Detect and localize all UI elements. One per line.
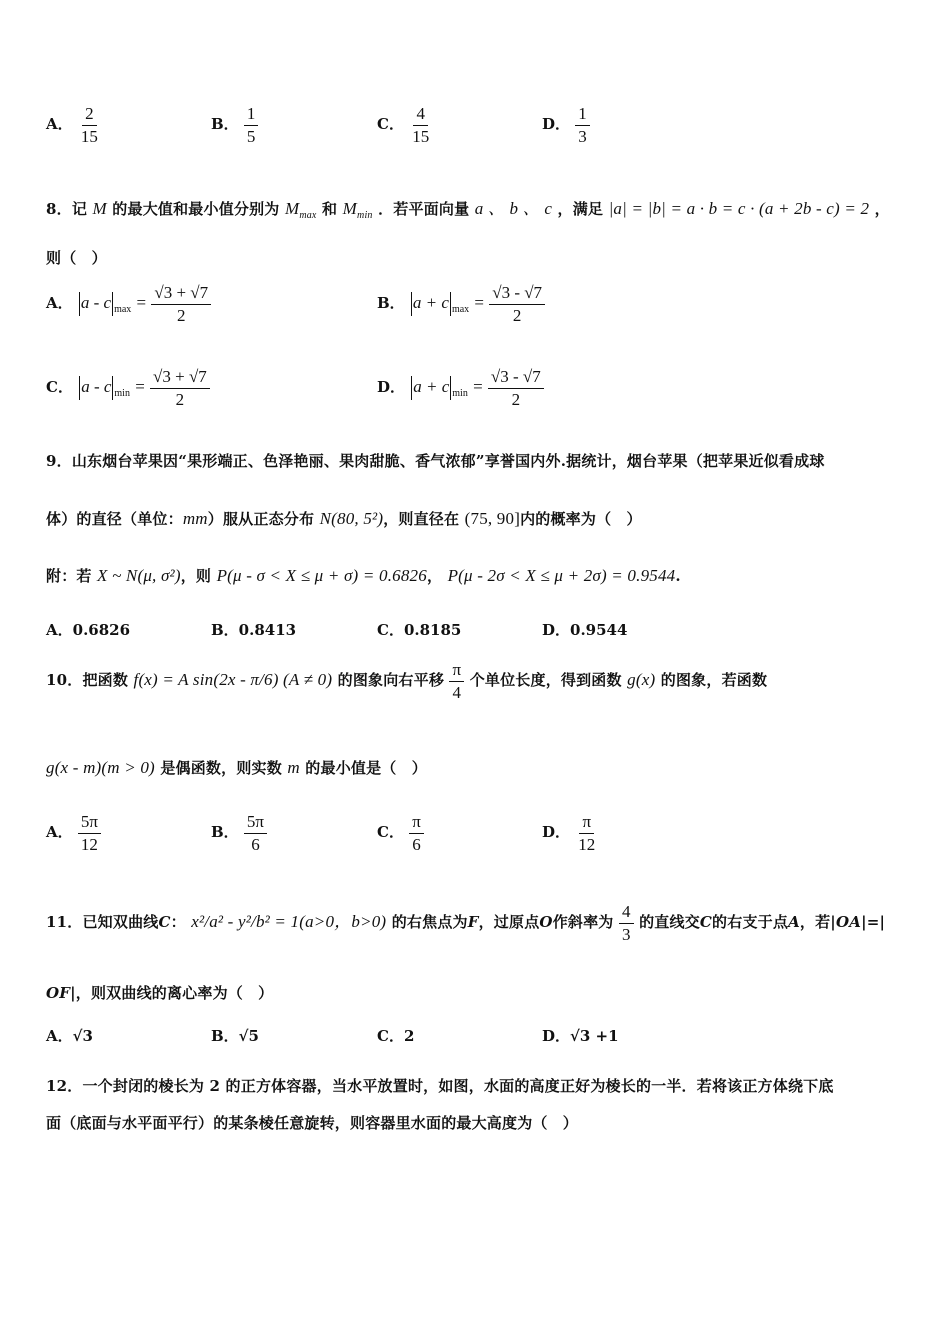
vector-expr: a + c	[413, 377, 450, 397]
fraction: $\frac{4}{3}$	[619, 902, 634, 944]
fraction: $\frac{5\pi}{6}$	[244, 812, 267, 854]
q9-option-d[interactable]: D．0.9544	[542, 621, 628, 639]
math-M: M	[92, 199, 107, 218]
fraction: $\frac{\pi}{6}$	[409, 812, 424, 854]
q9-stem-line3: 附：若 X ~ N(μ, σ²)，则 P(μ - σ < X ≤ μ + σ) = 0.6826， P(μ - 2σ < X ≤ μ + 2σ) = 0.9544.	[46, 566, 681, 585]
math-function-g-shift: g(x - m)(m > 0)	[46, 758, 155, 777]
math-unit: mm	[182, 509, 208, 528]
q8-stem-line2: 则（ ）	[46, 249, 107, 267]
vector-expr: a + c	[412, 293, 449, 313]
fraction: $\frac{\pi}{4}$	[449, 660, 464, 702]
math-interval: (75, 90]	[464, 509, 521, 528]
q8-stem: 8．记 M 的最大值和最小值分别为 $M_{max}$ 和 $M_{min}$ ．若平面向量 a 、 b 、 c ，满足 |a| = |b| = a · b = c · (a + 2b - c) = 2 ，	[46, 199, 890, 221]
q10-option-c[interactable]	[377, 812, 424, 854]
q10-option-a[interactable]	[46, 812, 101, 854]
q8-option-c[interactable]: C． a - c $_{min}$ = $\frac{√3 + √7}{2}$	[46, 367, 210, 409]
math-prob2: P(μ - 2σ < X ≤ μ + 2σ) = 0.9544	[447, 566, 676, 585]
q9-option-a[interactable]: A．0.6826	[46, 621, 131, 639]
q11-option-d[interactable]: D．√3 +1	[542, 1027, 619, 1045]
math-function-f: f(x) = A sin(2x - π/6) (A ≠ 0)	[133, 670, 333, 690]
fraction: $\frac{2}{15}$	[80, 104, 98, 146]
math-Mmax: $M_{max}$	[284, 199, 317, 221]
math-prob1: P(μ - σ < X ≤ μ + σ) = 0.6826	[216, 566, 427, 585]
q10-stem-line2: g(x - m)(m > 0) 是偶函数，则实数 m 的最小值是（ ）	[46, 758, 427, 777]
option-label: D．	[542, 823, 571, 842]
q10-stem-line1: 10．把函数 f(x) = A sin(2x - π/6) (A ≠ 0) 的图象向右平移 $\frac{\pi}{4}$ 个单位长度，得到函数 g(x) 的图象，若函数	[46, 660, 768, 702]
q9-stem-line2: 体）的直径（单位：mm）服从正态分布 N(80, 5²)，则直径在 (75, 90]内的概率为（ ）	[46, 509, 642, 528]
fraction: $\frac{4}{15}$	[412, 104, 430, 146]
q11-stem-line2: OF|，则双曲线的离心率为（ ）	[46, 984, 274, 1002]
q8-option-b[interactable]: B． a + c $_{max}$ = $\frac{√3 - √7}{2}$	[377, 283, 545, 325]
q9-option-b[interactable]: B．0.8413	[211, 621, 297, 639]
fraction: $\frac{5\pi}{12}$	[78, 812, 101, 854]
option-label: B．	[377, 294, 405, 313]
q11-stem-line1: 11．已知双曲线C： x²/a² - y²/b² = 1(a>0，b>0) 的右焦点为F，过原点O作斜率为 $\frac{4}{3}$ 的直线交C的右支于点A，若|OA|=|	[46, 902, 886, 944]
fraction: $\frac{√3 + √7}{2}$	[150, 367, 210, 409]
q8-option-d[interactable]: D． a + c $_{min}$ = $\frac{√3 - √7}{2}$	[377, 367, 544, 409]
option-label: D．	[542, 115, 571, 134]
vector-expr: a - c	[80, 293, 112, 313]
math-m: m	[287, 758, 300, 777]
vector-expr: a - c	[81, 377, 112, 397]
q11-option-b[interactable]: B．√5	[211, 1027, 259, 1045]
fraction: $\frac{√3 + √7}{2}$	[151, 283, 211, 325]
option-label: C．	[377, 115, 404, 134]
option-label: B．	[211, 823, 239, 842]
q12-stem-line2: 面（底面与水平面平行）的某条棱任意旋转，则容器里水面的最大高度为（ ）	[46, 1114, 579, 1132]
q7-option-b[interactable]	[211, 104, 258, 146]
fraction: $\frac{1}{5}$	[244, 104, 259, 146]
q11-option-c[interactable]: C．2	[377, 1027, 415, 1045]
fraction: $\frac{√3 - √7}{2}$	[488, 367, 544, 409]
option-label: B．	[211, 115, 239, 134]
math-hyperbola: x²/a² - y²/b² = 1(a>0，b>0)	[191, 912, 387, 932]
q7-option-d[interactable]	[542, 104, 590, 146]
q9-option-c[interactable]: C．0.8185	[377, 621, 462, 639]
math-Mmin: $M_{min}$	[342, 199, 373, 221]
q7-option-c[interactable]	[377, 104, 432, 146]
math-normal: X ~ N(μ, σ²)	[97, 566, 181, 585]
q8-option-a[interactable]: A． a - c $_{max}$ = $\frac{√3 + √7}{2}$	[46, 283, 211, 325]
math-condition: |a| = |b| = a · b = c · (a + 2b - c) = 2	[608, 199, 870, 218]
math-vectors: a 、 b 、 c	[474, 199, 553, 218]
option-label: D．	[377, 378, 406, 397]
q10-option-d[interactable]	[542, 812, 598, 854]
option-label: A．	[46, 294, 73, 313]
fraction: $\frac{\pi}{12}$	[578, 812, 596, 854]
fraction: $\frac{√3 - √7}{2}$	[489, 283, 545, 325]
q11-option-a[interactable]: A．√3	[46, 1027, 93, 1045]
option-label: A．	[46, 115, 73, 134]
q12-stem-line1: 12．一个封闭的棱长为 2 的正方体容器，当水平放置时，如图，水面的高度正好为棱长的一半．若将该正方体绕下底	[46, 1077, 834, 1095]
q10-option-b[interactable]	[211, 812, 267, 854]
q9-stem-line1: 9．山东烟台苹果因“果形端正、色泽艳丽、果肉甜脆、香气浓郁”享誉国内外.据统计，烟台苹果（把苹果近似看成球	[46, 452, 825, 470]
math-distribution: N(80, 5²)	[319, 509, 384, 528]
option-label: C．	[46, 378, 73, 397]
option-label: A．	[46, 823, 73, 842]
q7-option-a[interactable]	[46, 104, 101, 146]
option-label: C．	[377, 823, 404, 842]
math-function-g: g(x)	[627, 670, 656, 690]
fraction: $\frac{1}{3}$	[575, 104, 590, 146]
